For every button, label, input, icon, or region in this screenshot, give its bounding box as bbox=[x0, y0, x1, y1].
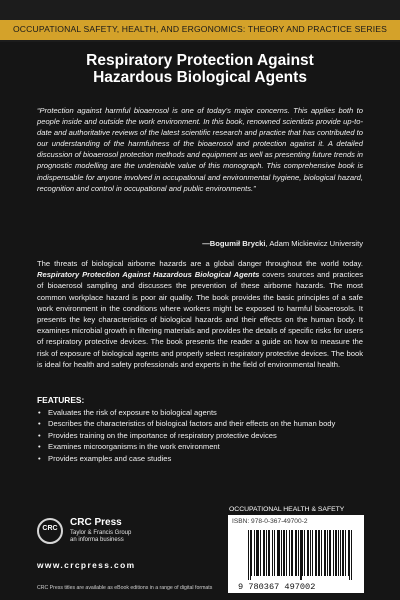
feature-item: • Provides examples and case studies bbox=[37, 453, 367, 464]
book-title-line-1: Respiratory Protection Against bbox=[86, 52, 314, 69]
endorsement-attribution: —Bogumił Brycki, Adam Mickiewicz University bbox=[202, 239, 363, 248]
ean-number: 9 780367 497002 bbox=[238, 582, 316, 592]
description-lead: The threats of biological airborne hazards are a global danger throughout the world today. bbox=[37, 259, 363, 268]
book-title-line-2: Hazardous Biological Agents bbox=[93, 69, 307, 86]
barcode-icon bbox=[248, 530, 352, 580]
description-book-title: Respiratory Protection Against Hazardous Biological Agents bbox=[37, 270, 260, 280]
ebook-note: CRC Press titles are available as eBook editions in a range of digital formats bbox=[37, 585, 213, 591]
series-header bbox=[0, 0, 400, 42]
feature-item: • Examines microorganisms in the work environment bbox=[37, 441, 367, 452]
book-title bbox=[20, 52, 380, 86]
publisher-name: CRC Press bbox=[70, 517, 122, 528]
publisher-parent: an informa business bbox=[70, 537, 124, 543]
subject-category: OCCUPATIONAL HEALTH & SAFETY bbox=[229, 506, 345, 513]
publisher-website[interactable]: www.crcpress.com bbox=[37, 560, 136, 570]
features-heading: FEATURES: bbox=[37, 395, 85, 405]
publisher-logo bbox=[37, 516, 147, 556]
endorsement-quote: “Protection against harmful bioaerosol is one of today’s major concerns. This applies both to people inside and outside the work environment. In this book, renowned scientists provide up-to-date and authoritative reviews of the latest scientific research and practice that has contributed to our understanding of the harmfulness of the bioaerosol and protection against it. A detailed discussion of bioaerosol protection methods and equipment as well as presenting future trends in prognostic modelling are the undeniable value of this monograph. This comprehensive book is indispensable for anyone involved in occupational and environmental hygiene, biological hazard, recognition and control in occupational and public environments.” bbox=[37, 106, 363, 193]
endorser-name: —Bogumił Brycki bbox=[202, 239, 266, 248]
feature-item: • Evaluates the risk of exposure to biological agents bbox=[37, 407, 367, 418]
endorser-organization: Adam Mickiewicz University bbox=[269, 239, 363, 248]
publisher-group: Taylor & Francis Group bbox=[70, 530, 132, 536]
description-body: covers sources and practices of bioaerosol sampling and discusses the prevention of these airborne hazards. The most common workplace hazard is poor air quality. The book provides the basic principles of a safe work environment in the conditions where workers might be exposed to harmful bioaerosols. It presents the key characteristics of biological hazards and their effects on the human body. It examines microbial growth in filtering materials and provides the details of specific risks for users of respiratory protective devices. The book presents the reader a guide on how to measure the risk of exposure of biological agents and properly select respiratory protective devices. The book is ideal for health and safety professionals and experts in the field of environmental health. bbox=[37, 270, 363, 369]
series-title: OCCUPATIONAL SAFETY, HEALTH, AND ERGONOMICS: THEORY AND PRACTICE SERIES bbox=[12, 24, 388, 34]
feature-item: • Describes the characteristics of biological factors and their effects on the human body bbox=[37, 418, 367, 429]
feature-item: • Provides training on the importance of respiratory protective devices bbox=[37, 430, 367, 441]
book-description bbox=[37, 258, 363, 370]
features-list bbox=[37, 407, 367, 464]
isbn-label: ISBN: 978-0-367-49700-2 bbox=[232, 518, 308, 525]
crc-logo-text: CRC bbox=[42, 525, 58, 532]
